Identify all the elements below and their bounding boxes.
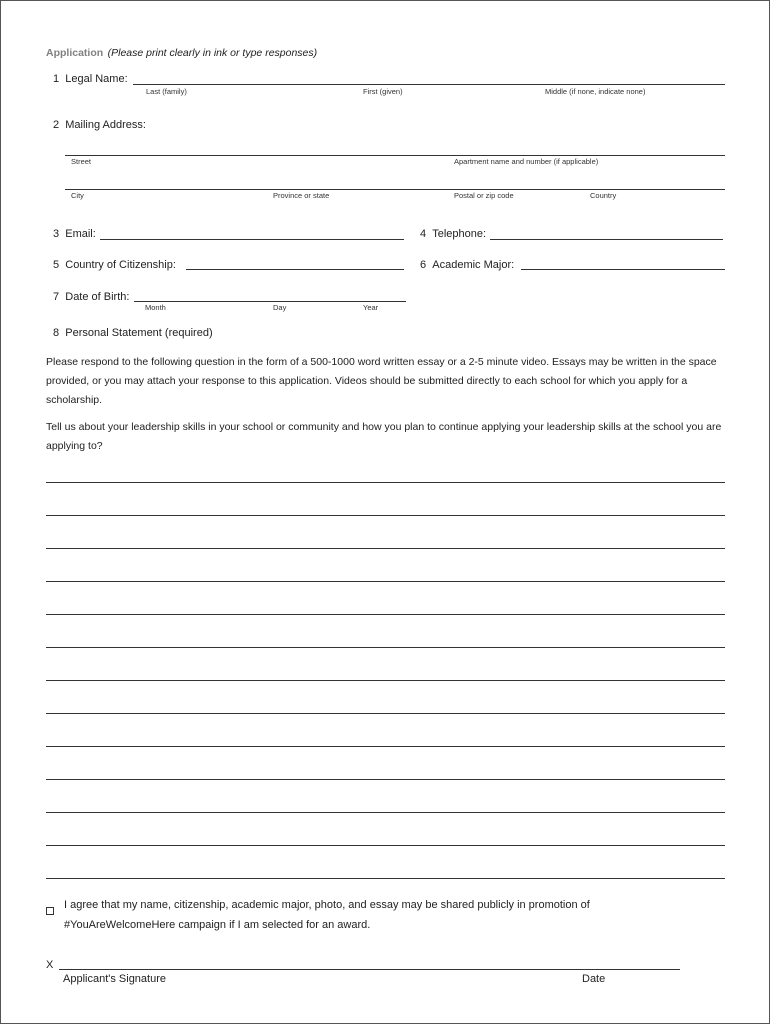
instructions-paragraph: Please respond to the following question in the form of a 500-1000 word written essay or a 2-5 minute video. Essays may be written in the space provided, or you may attach your response to this application. Videos should be submitted directly to each school for which you apply for a scholarship. xyxy=(46,356,717,406)
essay-line[interactable] xyxy=(46,845,725,846)
signature-mark: X xyxy=(46,959,54,971)
citizenship-label: 5 Country of Citizenship: xyxy=(53,259,176,271)
dob-field[interactable] xyxy=(134,301,406,302)
checkbox-icon[interactable] xyxy=(46,907,54,915)
street-sublabel: Street xyxy=(71,157,92,166)
consent-text-line1: I agree that my name, citizenship, academic major, photo, and essay may be shared publicly in promotion of xyxy=(64,899,590,911)
essay-line[interactable] xyxy=(46,647,725,648)
postal-code-sublabel: Postal or zip code xyxy=(454,191,514,200)
country-sublabel: Country xyxy=(590,191,617,200)
personal-statement-label: 8 Personal Statement (required) xyxy=(53,327,213,339)
signature-label: Applicant's Signature xyxy=(63,973,166,985)
signature-field[interactable] xyxy=(59,969,680,970)
citizenship-field[interactable] xyxy=(186,269,404,270)
essay-line[interactable] xyxy=(46,482,725,483)
essay-question: Tell us about your leadership skills in your school or community and how you plan to continue applying your leadership skills at the school you are applying to? xyxy=(46,421,722,452)
first-name-sublabel: First (given) xyxy=(363,87,403,96)
email-field[interactable] xyxy=(100,239,404,240)
essay-line[interactable] xyxy=(46,779,725,780)
form-title: Application xyxy=(46,47,104,59)
essay-line[interactable] xyxy=(46,746,725,747)
essay-line[interactable] xyxy=(46,548,725,549)
consent-checkbox[interactable] xyxy=(46,902,54,920)
essay-line[interactable] xyxy=(46,812,725,813)
essay-line[interactable] xyxy=(46,581,725,582)
essay-line[interactable] xyxy=(46,515,725,516)
year-sublabel: Year xyxy=(363,303,379,312)
province-sublabel: Province or state xyxy=(273,191,330,200)
academic-major-field[interactable] xyxy=(521,269,725,270)
legal-name-label: 1 Legal Name: xyxy=(53,73,128,85)
dob-label: 7 Date of Birth: xyxy=(53,291,130,303)
telephone-label: 4 Telephone: xyxy=(420,228,487,240)
city-address-field[interactable] xyxy=(65,189,725,190)
city-sublabel: City xyxy=(71,191,84,200)
academic-major-label: 6 Academic Major: xyxy=(420,259,515,271)
month-sublabel: Month xyxy=(145,303,166,312)
form-subtitle: (Please print clearly in ink or type responses) xyxy=(107,47,318,59)
date-label: Date xyxy=(582,973,606,985)
essay-line[interactable] xyxy=(46,713,725,714)
essay-line[interactable] xyxy=(46,614,725,615)
form-header xyxy=(46,43,317,61)
last-name-sublabel: Last (family) xyxy=(146,87,187,96)
day-sublabel: Day xyxy=(273,303,287,312)
apartment-sublabel: Apartment name and number (if applicable) xyxy=(454,157,599,166)
mailing-address-label: 2 Mailing Address: xyxy=(53,119,146,131)
middle-name-sublabel: Middle (if none, indicate none) xyxy=(545,87,646,96)
street-address-field[interactable] xyxy=(65,155,725,156)
telephone-field[interactable] xyxy=(490,239,723,240)
essay-line[interactable] xyxy=(46,680,725,681)
email-label: 3 Email: xyxy=(53,228,96,240)
consent-text-line2: #YouAreWelcomeHere campaign if I am selected for an award. xyxy=(64,919,371,931)
legal-name-field[interactable] xyxy=(133,84,725,85)
essay-line[interactable] xyxy=(46,878,725,879)
